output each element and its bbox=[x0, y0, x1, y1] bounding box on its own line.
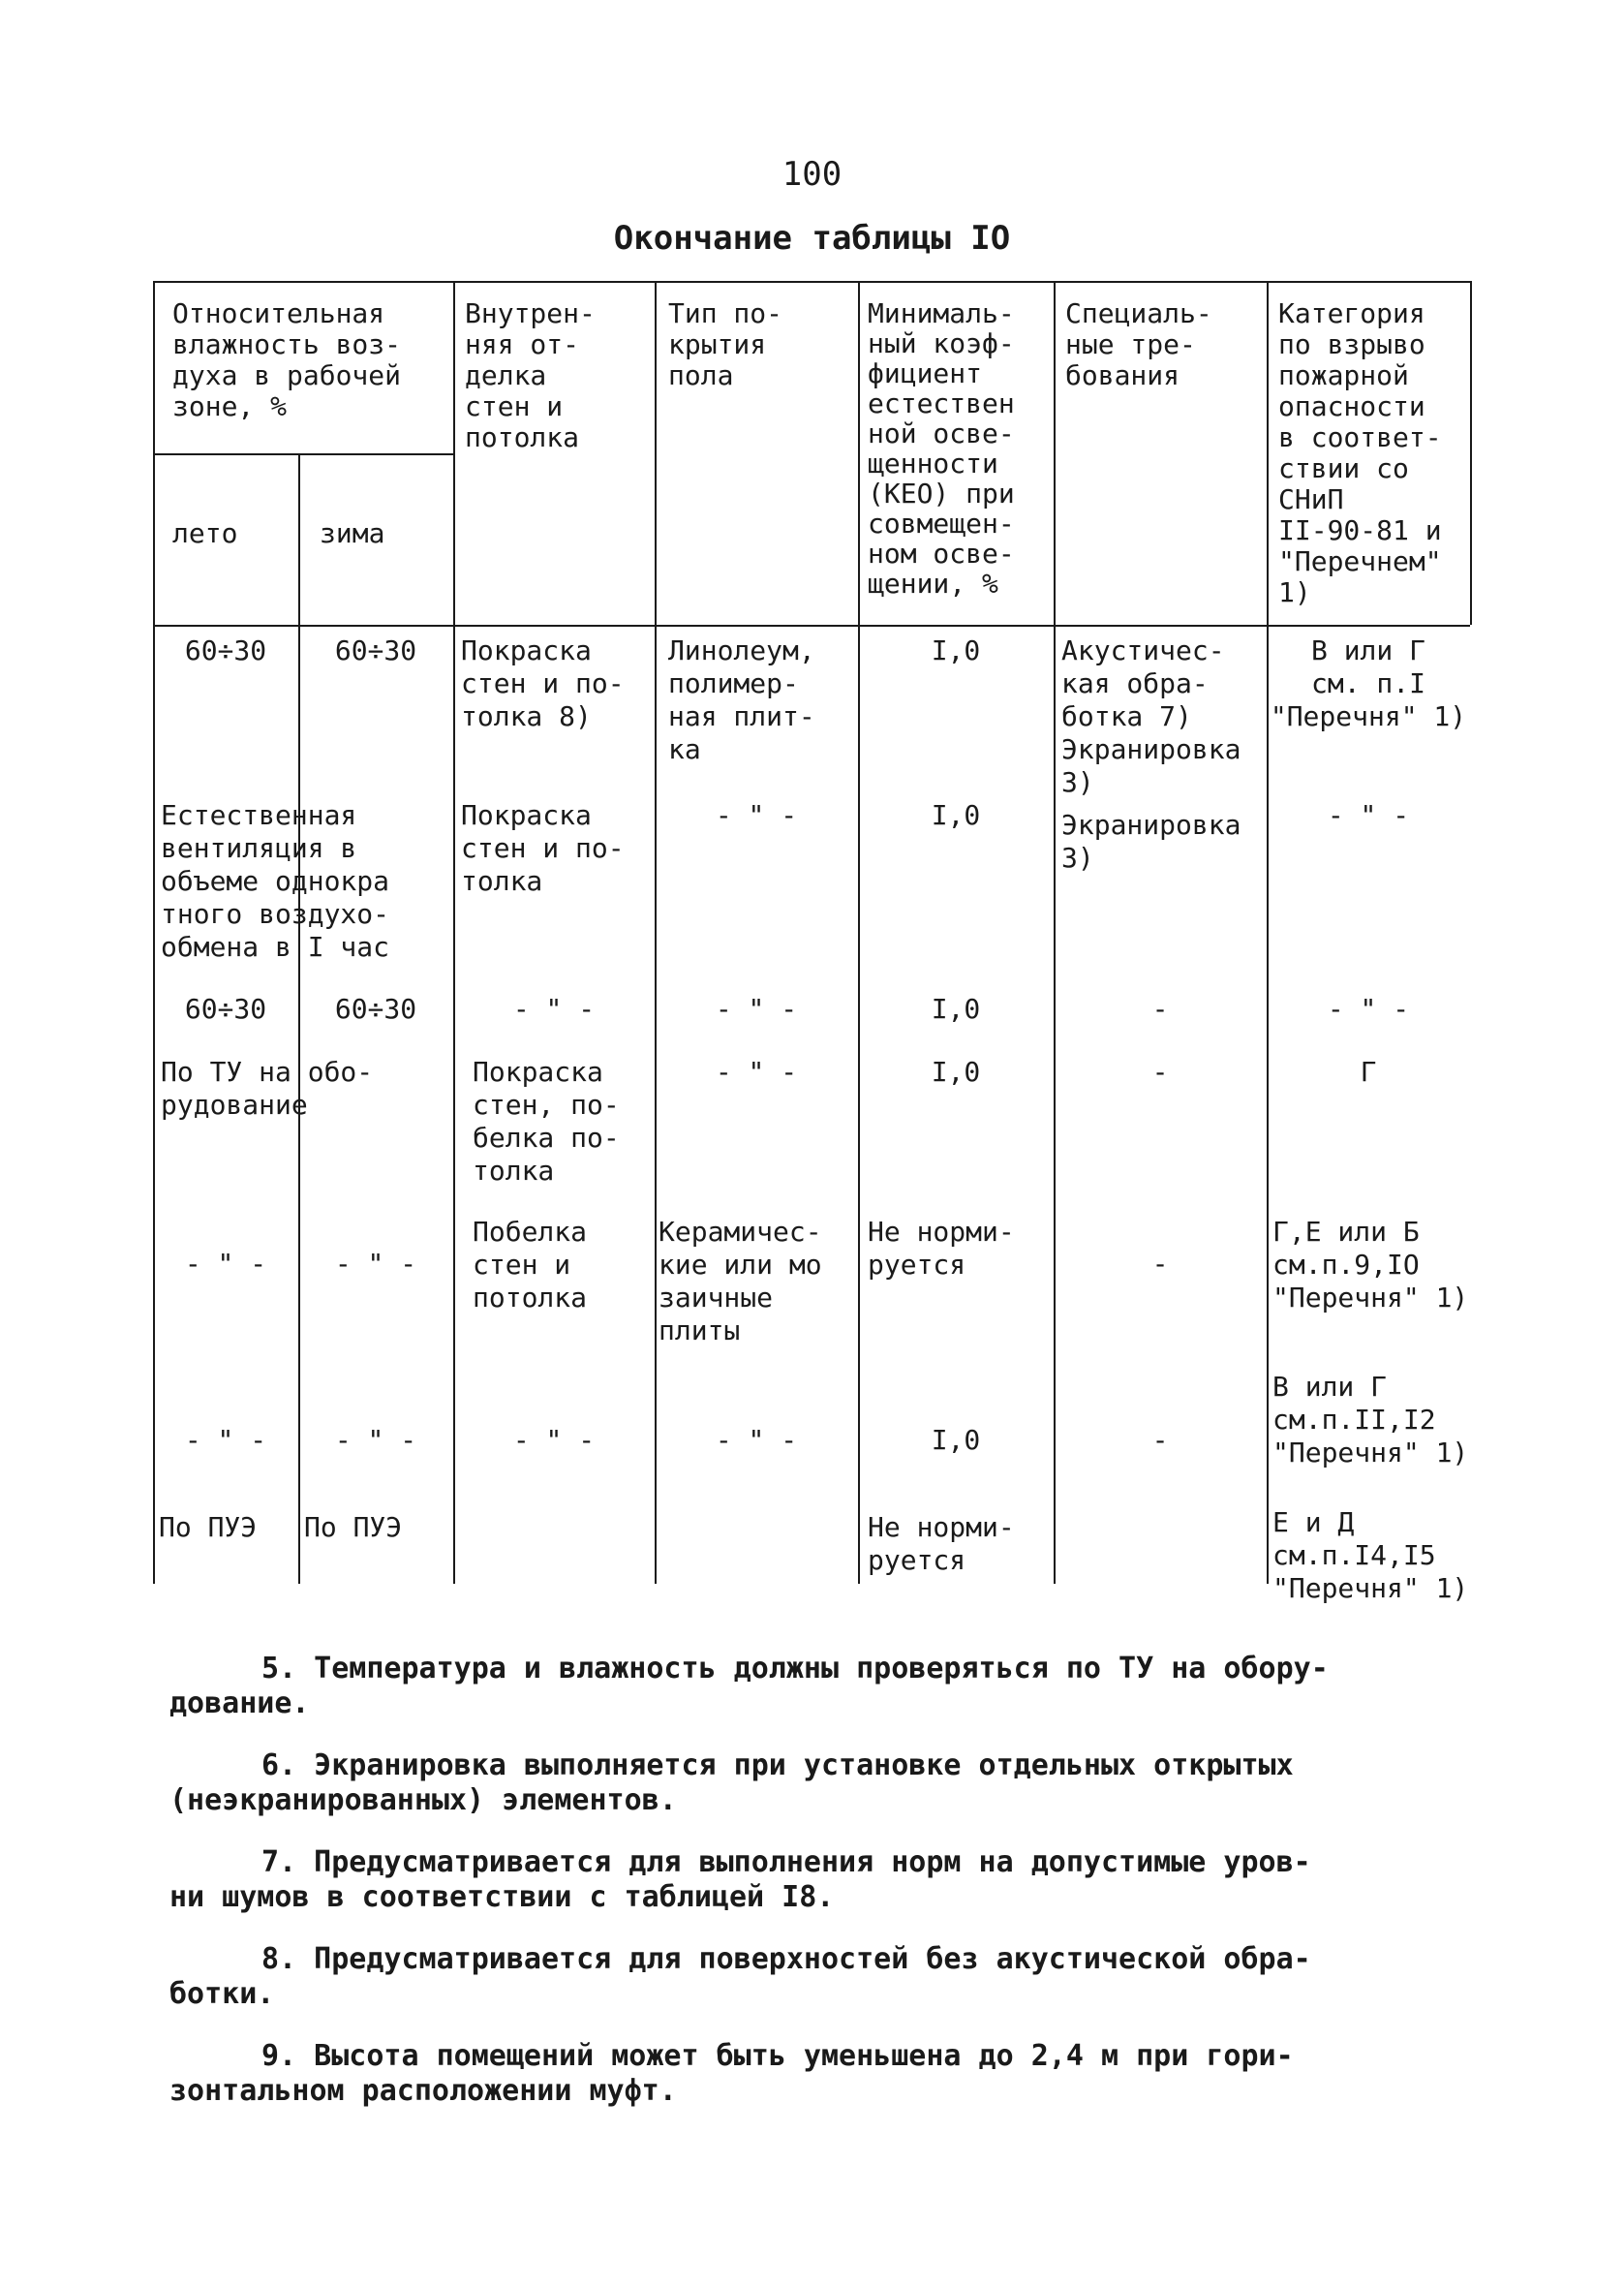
footnote-9: 9. Высота помещений может быть уменьшена до 2,4 м при гори- зонтальном расположении муфт. bbox=[169, 2039, 1294, 2108]
footnote-5: 5. Температура и влажность должны проверяться по ТУ на обору- дование. bbox=[169, 1652, 1329, 1720]
table-caption: Окончание таблицы IO bbox=[613, 219, 1011, 258]
header-special: Специаль- ные тре- бования bbox=[1065, 297, 1212, 391]
col-line-5 bbox=[1054, 281, 1056, 1584]
col-line-6 bbox=[1267, 281, 1269, 1584]
row6-summer: - " - bbox=[184, 1424, 267, 1456]
row1-finish: Покраска стен и по- толка 8) bbox=[461, 634, 625, 732]
row4-category: Г bbox=[1360, 1056, 1377, 1088]
row5-category: Г,Е или Б см.п.9,IO "Перечня" 1) bbox=[1272, 1216, 1469, 1314]
row1-winter: 60÷30 bbox=[334, 634, 417, 666]
row3-keo: I,0 bbox=[931, 993, 981, 1025]
row6-finish: - " - bbox=[512, 1424, 596, 1456]
header-floor: Тип по- крытия пола bbox=[668, 297, 783, 391]
row6-winter: - " - bbox=[334, 1424, 417, 1456]
row2-floor: - " - bbox=[715, 799, 798, 831]
row2-category: - " - bbox=[1327, 799, 1410, 831]
row5-keo: Не норми- руется bbox=[868, 1216, 1015, 1281]
row3-summer: 60÷30 bbox=[184, 993, 267, 1025]
row7-keo: Не норми- руется bbox=[868, 1511, 1015, 1576]
col-line-3 bbox=[655, 281, 657, 1584]
row1-category: В или Г см. п.I "Перечня" 1) bbox=[1270, 634, 1467, 732]
row3-category: - " - bbox=[1327, 993, 1410, 1025]
row2-ventilation: Естественная вентиляция в объеме однокра тного воздухо- обмена в I час bbox=[161, 799, 390, 963]
header-finish: Внутрен- няя от- делка стен и потолка bbox=[465, 297, 596, 453]
row6-floor: - " - bbox=[715, 1424, 798, 1456]
col-line-7 bbox=[1470, 281, 1472, 625]
row4-special: - bbox=[1151, 1056, 1169, 1088]
row6-category: В или Г см.п.II,I2 "Перечня" 1) bbox=[1272, 1371, 1469, 1469]
row1-summer: 60÷30 bbox=[184, 634, 267, 666]
row3-finish: - " - bbox=[512, 993, 596, 1025]
row5-finish: Побелка стен и потолка bbox=[473, 1216, 588, 1314]
header-summer: лето bbox=[172, 517, 238, 549]
footnote-6: 6. Экранировка выполняется при установке отдельных открытых (неэкранированных) элементов. bbox=[169, 1748, 1294, 1817]
footnote-8: 8. Предусматривается для поверхностей без акустической обра- ботки. bbox=[169, 1942, 1311, 2011]
row5-floor: Керамичес- кие или мо заичные плиты bbox=[659, 1216, 822, 1346]
col-line-2 bbox=[453, 281, 455, 1584]
row4-keo: I,0 bbox=[931, 1056, 981, 1088]
header-winter: зима bbox=[320, 517, 385, 549]
row3-floor: - " - bbox=[715, 993, 798, 1025]
row4-equipment-spec: По ТУ на обо- рудование bbox=[161, 1056, 374, 1121]
footnote-7: 7. Предусматривается для выполнения норм на допустимые уров- ни шумов в соответствии с таблицей I8. bbox=[169, 1845, 1311, 1914]
table-footnotes bbox=[169, 1652, 1467, 2136]
row7-summer: По ПУЭ bbox=[159, 1511, 258, 1543]
row5-winter: - " - bbox=[334, 1248, 417, 1280]
row6-keo: I,0 bbox=[931, 1424, 981, 1456]
row1-special: Акустичес- кая обра- ботка 7) Экранировка 3) bbox=[1061, 634, 1241, 798]
col-line-0 bbox=[153, 281, 155, 1584]
row3-special: - bbox=[1151, 993, 1169, 1025]
row4-finish: Покраска стен, по- белка по- толка bbox=[473, 1056, 620, 1187]
row3-winter: 60÷30 bbox=[334, 993, 417, 1025]
row1-floor: Линолеум, полимер- ная плит- ка bbox=[668, 634, 815, 765]
row7-winter: По ПУЭ bbox=[304, 1511, 403, 1543]
humidity-subheader-line bbox=[153, 453, 453, 455]
row2-keo: I,0 bbox=[931, 799, 981, 831]
header-category: Категория по взрыво пожарной опасности в соответ- ствии со СНиП II-90-81 и "Перечнем" 1) bbox=[1278, 297, 1442, 608]
row1-keo: I,0 bbox=[931, 634, 981, 666]
row5-special: - bbox=[1151, 1248, 1169, 1280]
page-number: 100 bbox=[781, 155, 843, 194]
table-top-border bbox=[153, 281, 1470, 283]
row6-special: - bbox=[1151, 1424, 1169, 1456]
header-humidity: Относительная влажность воз- духа в рабочей зоне, % bbox=[172, 297, 402, 422]
row2-special: Экранировка 3) bbox=[1061, 809, 1241, 874]
col-line-4 bbox=[858, 281, 860, 1584]
row2-finish: Покраска стен и по- толка bbox=[461, 799, 625, 897]
row7-category: Е и Д см.п.I4,I5 "Перечня" 1) bbox=[1272, 1506, 1469, 1604]
header-keo: Минималь- ный коэф- фициент естествен ной осве- щенности (КЕО) при совмещен- ном осве- щении, % bbox=[868, 297, 1015, 600]
row5-summer: - " - bbox=[184, 1248, 267, 1280]
header-bottom-line bbox=[153, 625, 1470, 627]
row4-floor: - " - bbox=[715, 1056, 798, 1088]
